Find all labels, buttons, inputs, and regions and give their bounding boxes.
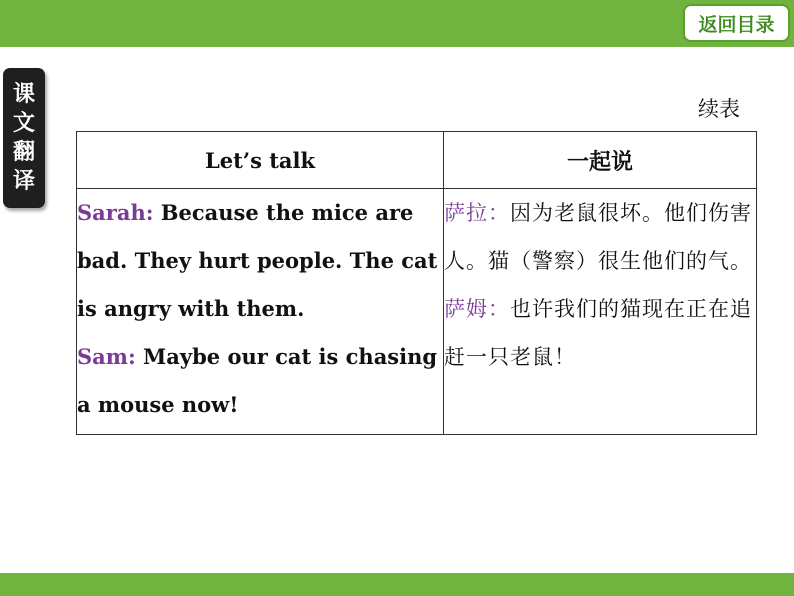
section-tab-char: 译 (12, 169, 35, 194)
speaker-name: Sarah: (77, 200, 154, 225)
translation-table (76, 131, 757, 435)
dialogue-line (444, 189, 756, 285)
section-tab-char: 课 (12, 82, 35, 107)
dialogue-text: Maybe our cat is chasing a mouse now! (77, 344, 438, 417)
header-english: Let’s talk (77, 132, 444, 189)
dialogue-line (77, 333, 443, 429)
dialogue-text: Because the mice are bad. They hurt people. The cat is angry with them. (77, 200, 438, 321)
header-chinese: 一起说 (444, 132, 757, 189)
bottom-bar (0, 573, 794, 596)
section-tab-char: 翻 (12, 140, 35, 165)
top-bar (0, 0, 794, 47)
section-tab[interactable] (3, 68, 45, 208)
table-caption: 续表 (698, 97, 740, 121)
speaker-name: 萨拉： (444, 201, 510, 225)
back-to-contents-button[interactable]: 返回目录 (683, 4, 790, 42)
dialogue-line (77, 189, 443, 333)
chinese-dialogue-cell (444, 189, 757, 435)
speaker-name: 萨姆： (444, 297, 510, 321)
section-tab-char: 文 (12, 111, 35, 136)
speaker-name: Sam: (77, 344, 136, 369)
english-dialogue-cell (77, 189, 444, 435)
table-header-row (77, 132, 757, 189)
table-row (77, 189, 757, 435)
dialogue-text: 也许我们的猫现在正在追赶一只老鼠！ (444, 297, 752, 369)
dialogue-line (444, 285, 756, 381)
dialogue-text: 因为老鼠很坏。他们伤害人。猫（警察）很生他们的气。 (444, 201, 752, 273)
